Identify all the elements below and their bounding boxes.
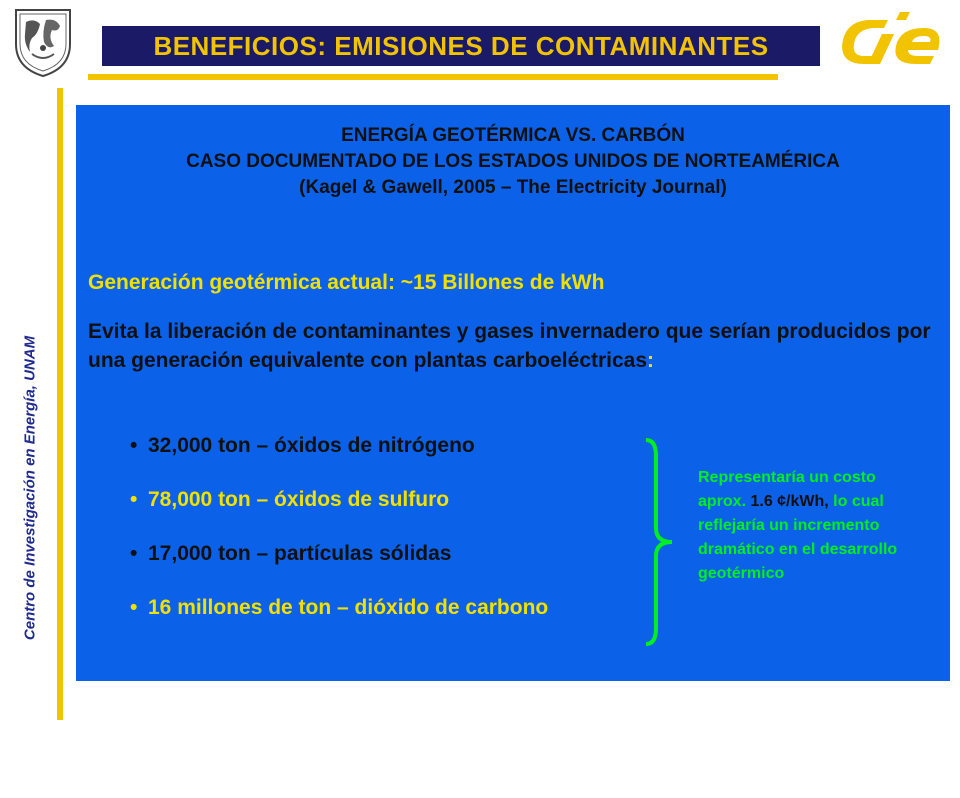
heading-line-2: CASO DOCUMENTADO DE LOS ESTADOS UNIDOS DE NORTEAMÉRICA: [186, 151, 840, 172]
bullet-icon: •: [130, 488, 138, 511]
list-item-text: 32,000 ton – óxidos de nitrógeno: [148, 434, 475, 457]
sidebar-vertical-text: Centro de Investigación en Energía, UNAM: [21, 335, 39, 641]
cost-note: [698, 466, 928, 586]
bullet-icon: •: [130, 434, 138, 457]
cost-note-part1: Representaría un costo aprox.: [698, 469, 876, 510]
unam-seal-icon: [10, 4, 76, 78]
list-item-text: 17,000 ton – partículas sólidas: [148, 542, 452, 565]
content-panel: [76, 105, 950, 681]
emissions-list: [130, 431, 548, 647]
curly-brace-icon: [642, 436, 682, 648]
list-item: [130, 593, 548, 647]
avoidance-paragraph-text: Evita la liberación de contaminantes y gases invernadero que serían producidos por una generación equivalente con plantas carboeléctricas: [88, 320, 931, 372]
cost-note-part3: lo cual reflejaría un incremento dramático en el desarrollo geotérmico: [698, 493, 898, 582]
heading-line-1: ENERGÍA GEOTÉRMICA VS. CARBÓN: [341, 125, 685, 146]
bullet-icon: •: [130, 596, 138, 619]
list-item: [130, 485, 548, 539]
page-title: BENEFICIOS: EMISIONES DE CONTAMINANTES: [153, 30, 769, 61]
title-banner: [102, 26, 820, 66]
avoidance-paragraph: [88, 317, 938, 375]
content-heading: [76, 123, 950, 201]
list-item-text: 78,000 ton – óxidos de sulfuro: [148, 488, 450, 511]
sidebar: [0, 88, 62, 720]
generation-statement: Generación geotérmica actual: ~15 Billones de kWh: [88, 271, 605, 294]
heading-line-3: (Kagel & Gawell, 2005 – The Electricity Journal): [299, 177, 727, 198]
bullet-icon: •: [130, 542, 138, 565]
cie-logo-icon: [834, 12, 948, 72]
list-item-text: 16 millones de ton – dióxido de carbono: [148, 596, 549, 619]
list-item: [130, 431, 548, 485]
header-rule: [88, 74, 778, 80]
list-item: [130, 539, 548, 593]
paragraph-colon: :: [647, 349, 655, 372]
cost-note-value: 1.6 ¢/kWh,: [750, 493, 829, 510]
